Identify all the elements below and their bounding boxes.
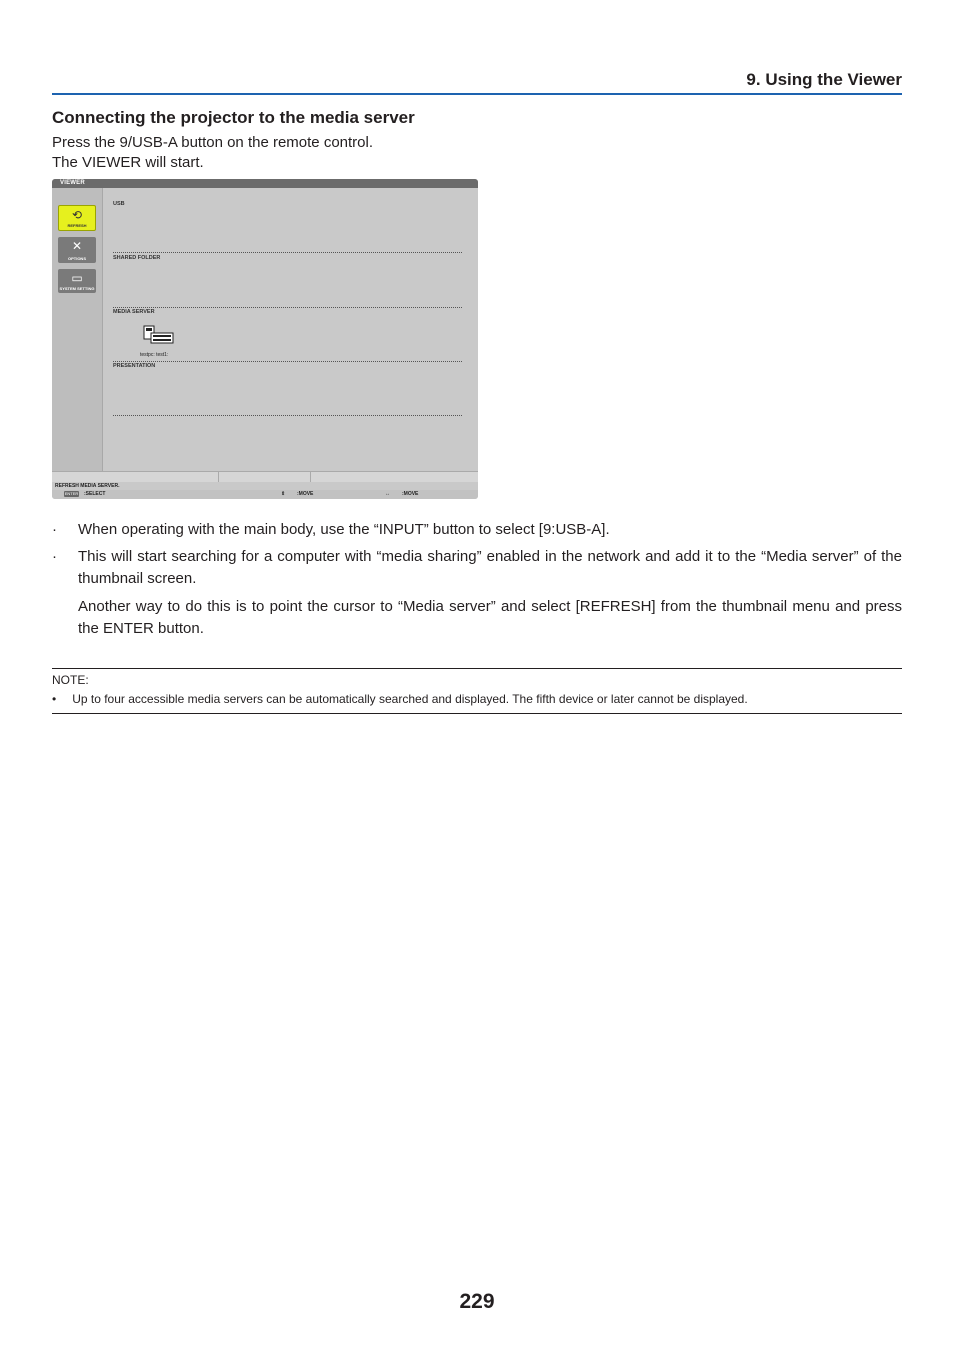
viewer-footer (52, 490, 478, 499)
section-media-server[interactable]: MEDIA SERVER (113, 309, 155, 315)
section-presentation[interactable]: PRESENTATION (113, 363, 156, 369)
viewer-status-bar (52, 471, 478, 482)
chapter-heading: 9. Using the Viewer (746, 70, 902, 89)
section-shared-folder[interactable]: SHARED FOLDER (113, 255, 161, 261)
enter-key-icon: ENTER (64, 491, 79, 496)
note-text: Up to four accessible media servers can be automatically searched and displayed. The fifth device or later cannot be displayed. (72, 692, 748, 706)
footer-move-horizontal: :MOVE (402, 491, 419, 497)
note-box (52, 668, 902, 714)
options-button-label: OPTIONS (67, 256, 86, 261)
chapter-rule (52, 93, 902, 95)
media-server-item-label: testpc: test1: (140, 352, 169, 358)
left-right-arrow-icon: ↔ (385, 491, 390, 497)
section-divider (113, 415, 462, 416)
bullet-item (52, 519, 902, 541)
media-server-icon[interactable] (143, 325, 175, 345)
refresh-icon: ⟲ (71, 208, 83, 222)
viewer-sidebar (52, 188, 103, 472)
bullet-marker: · (52, 521, 57, 538)
footer-move-vertical: :MOVE (297, 491, 314, 497)
up-down-arrow-icon: ⇕ (281, 491, 286, 497)
note-item (52, 692, 748, 706)
viewer-title: VIEWER (60, 180, 85, 186)
bullet-text: When operating with the main body, use the “INPUT” button to select [9:USB-A]. (78, 521, 610, 538)
note-label: NOTE: (52, 673, 89, 687)
bullet-marker: · (52, 548, 57, 565)
viewer-screenshot (52, 179, 478, 499)
status-divider (218, 472, 219, 482)
section-usb[interactable]: USB (113, 201, 125, 207)
refresh-button[interactable] (58, 205, 96, 231)
system-setting-button[interactable] (58, 269, 96, 293)
refresh-button-label: REFRESH (67, 223, 87, 228)
bullet-text: This will start searching for a computer with “media sharing” enabled in the network and add it to the “Media server” of the thumbnail screen. (78, 548, 902, 587)
options-button[interactable] (58, 237, 96, 263)
system-setting-button-label: SYSTEM SETTING (59, 286, 95, 291)
tools-icon: ✕ (71, 239, 83, 253)
system-setting-icon: ▭ (71, 271, 83, 285)
section-title: Connecting the projector to the media server (52, 108, 415, 127)
section-divider (113, 361, 462, 362)
note-bullet: • (52, 692, 57, 706)
footer-select: :SELECT (84, 491, 106, 497)
viewer-titlebar (52, 179, 478, 188)
section-divider (113, 307, 462, 308)
bullet-item (52, 546, 902, 590)
intro-line-2: The VIEWER will start. (52, 154, 204, 171)
viewer-message: REFRESH MEDIA SERVER. (55, 483, 120, 489)
intro-line-1: Press the 9/USB-A button on the remote control. (52, 134, 374, 151)
extra-paragraph: Another way to do this is to point the cursor to “Media server” and select [REFRESH] from the thumbnail menu and press the ENTER button. (78, 598, 902, 637)
status-divider (310, 472, 311, 482)
page-number: 229 (459, 1290, 495, 1313)
section-divider (113, 252, 462, 253)
intro-text (52, 133, 373, 173)
